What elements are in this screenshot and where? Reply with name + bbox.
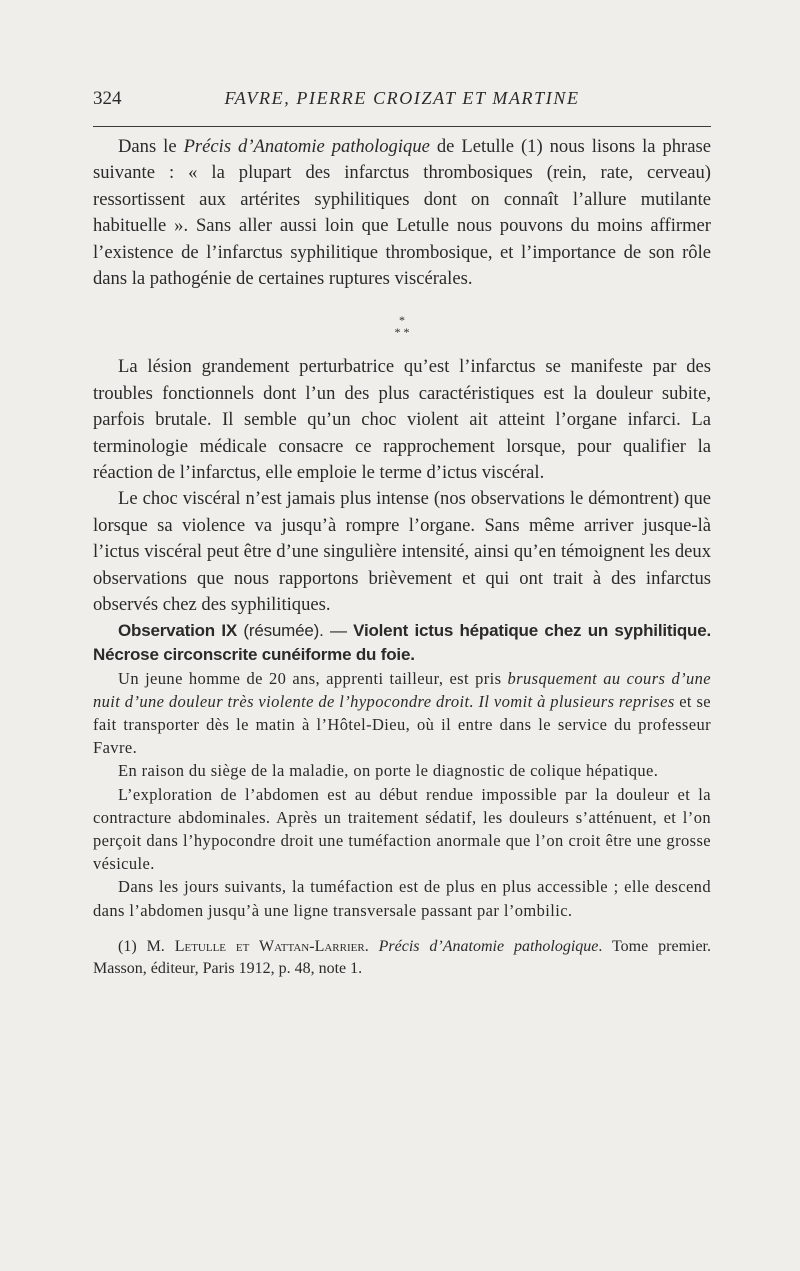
asterism-section-break: * * * (394, 313, 410, 340)
paragraph-lesion: La lésion grandement perturbatrice qu’est l’infarctus se manifeste par des troubles fonctionnels dont l’un des plus caractéristiques est la douleur subite, parfois brutale. Il semble qu’un choc violent ait atteint l’organe infarci. La terminologie médicale consacre ce rapprochement lorsque, pour qualifier la réaction de l’infarctus, elle emploie le terme d’ictus viscéral. (93, 356, 711, 484)
running-head (93, 88, 711, 118)
book-title-italic: Précis d’Anatomie pathologique (183, 136, 430, 157)
observation-paragraph-3: L’exploration de l’abdomen est au début rendue impossible par la douleur et la contracture abdominales. Après un traitement sédatif, les douleurs s’atténuent, et l’on perçoit dans l’hypocondre droit une tuméfaction anormale que l’on croit être une grosse vésicule. (93, 784, 711, 874)
page-number: 324 (93, 88, 122, 109)
paragraph-choc-visceral: Le choc viscéral n’est jamais plus intense (nos observations le démontrent) que lorsque sa violence va jusqu’à rompre l’organe. Sans même arriver jusque-là l’ictus viscéral peut être d’une singulière intensité, ainsi qu’en témoignent les deux observations que nous rapportons brièvement et qui ont trait à des infarctus observés chez des syphilitiques. (93, 488, 711, 616)
observation-paragraph-2: En raison du siège de la maladie, on porte le diagnostic de colique hépatique. (118, 761, 659, 781)
footnote-authors: Letulle et Wattan-Larrier (174, 937, 365, 955)
page-body (93, 134, 711, 980)
observation-heading: Observation IX (résumée). — Violent ictus hépatique chez un syphilitique. Nécrose circonscrite cunéiforme du foie. (93, 620, 711, 664)
observation-text (93, 667, 711, 922)
footnote: (1) M. Letulle et Wattan-Larrier. Précis d’Anatomie pathologique. Tome premier. Masson, éditeur, Paris 1912, p. 48, note 1. (93, 937, 712, 977)
observation-paragraph-1: Un jeune homme de 20 ans, apprenti tailleur, est pris brusquement au cours d’une nuit d’une douleur très violente de l’hypocondre droit. Il vomit à plusieurs reprises et se fait transporter dès le matin à l’Hôtel-Dieu, où il entre dans le service du professeur Favre. (93, 668, 712, 758)
paragraph-letulle-citation: Dans le Précis d’Anatomie pathologique de Letulle (1) nous lisons la phrase suivante : « la plupart des infarctus thrombosiques (rein, rate, cerveau) ressortissent aux artérites syphilitiques dont on connaît l’allure mutilante habituelle ». Sans aller aussi loin que Letulle nous pouvons du moins affirmer l’existence de l’infarctus syphilitique thrombosique, et l’importance de son rôle dans la pathogénie de certaines ruptures viscérales. (93, 136, 711, 290)
observation-paragraph-4: Dans les jours suivants, la tuméfaction est de plus en plus accessible ; elle descend dans l’abdomen jusqu’à une ligne transversale passant par l’ombilic. (93, 877, 711, 920)
running-head-title: FAVRE, PIERRE CROIZAT ET MARTINE (224, 88, 580, 108)
header-rule (93, 126, 711, 127)
